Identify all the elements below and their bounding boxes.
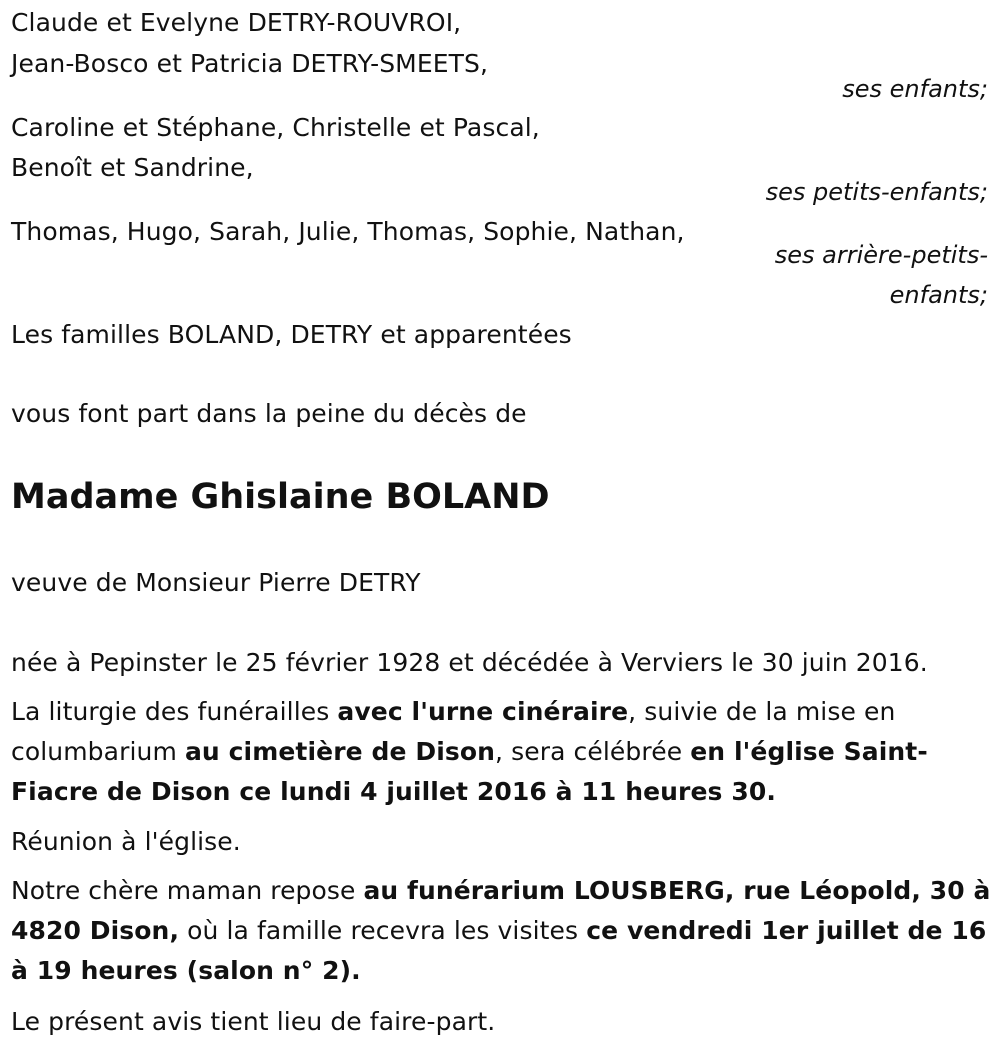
grandchildren-label: ses petits-enfants; (765, 178, 988, 206)
funeral-text: La liturgie des funérailles (11, 697, 338, 726)
funeral-text: , suivie de la mise en (628, 697, 896, 726)
visitation-text: où la famille recevra les visites (179, 916, 587, 945)
funeral-text: columbarium (11, 737, 185, 766)
visitation-line-2 (11, 911, 986, 951)
visitation-line-1 (11, 871, 990, 911)
widow-of-line: veuve de Monsieur Pierre DETRY (11, 568, 421, 597)
announcement-line: vous font part dans la peine du décès de (11, 399, 527, 428)
funeral-urn: avec l'urne cinéraire (337, 697, 629, 726)
funeral-line-1 (11, 692, 895, 732)
funeral-line-2 (11, 732, 928, 772)
funeral-cemetery: au cimetière de Dison (184, 737, 496, 766)
visitation-hours: à 19 heures (salon n° 2). (11, 956, 361, 985)
visitation-city: 4820 Dison, (11, 916, 180, 945)
children-line-2: Jean-Bosco et Patricia DETRY-SMEETS, (11, 49, 489, 78)
families-line: Les familles BOLAND, DETRY et apparentées (11, 320, 572, 349)
visitation-line-3 (11, 951, 361, 991)
grandchildren-line-2: Benoît et Sandrine, (11, 153, 254, 182)
deceased-name: Madame Ghislaine BOLAND (11, 477, 550, 517)
funeral-church: en l'église Saint- (690, 737, 928, 766)
great-grandchildren-line: Thomas, Hugo, Sarah, Julie, Thomas, Sophie, Nathan, (11, 217, 685, 246)
children-line-1: Claude et Evelyne DETRY-ROUVROI, (11, 8, 462, 37)
great-grandchildren-label-2: enfants; (889, 281, 988, 309)
birth-death-line: née à Pepinster le 25 février 1928 et décédée à Verviers le 30 juin 2016. (11, 648, 928, 677)
great-grandchildren-label-1: ses arrière-petits- (774, 241, 988, 269)
reunion-line: Réunion à l'église. (11, 827, 241, 856)
visitation-text: Notre chère maman repose (11, 876, 364, 905)
children-label: ses enfants; (842, 75, 988, 103)
visitation-location: au funérarium LOUSBERG, rue Léopold, 30 à (363, 876, 991, 905)
closing-line: Le présent avis tient lieu de faire-part. (11, 1007, 496, 1036)
funeral-date: Fiacre de Dison ce lundi 4 juillet 2016 à 11 heures 30. (11, 777, 776, 806)
funeral-line-3 (11, 772, 776, 812)
grandchildren-line-1: Caroline et Stéphane, Christelle et Pascal, (11, 113, 540, 142)
funeral-text: , sera célébrée (495, 737, 691, 766)
visitation-date: ce vendredi 1er juillet de 16 (586, 916, 987, 945)
